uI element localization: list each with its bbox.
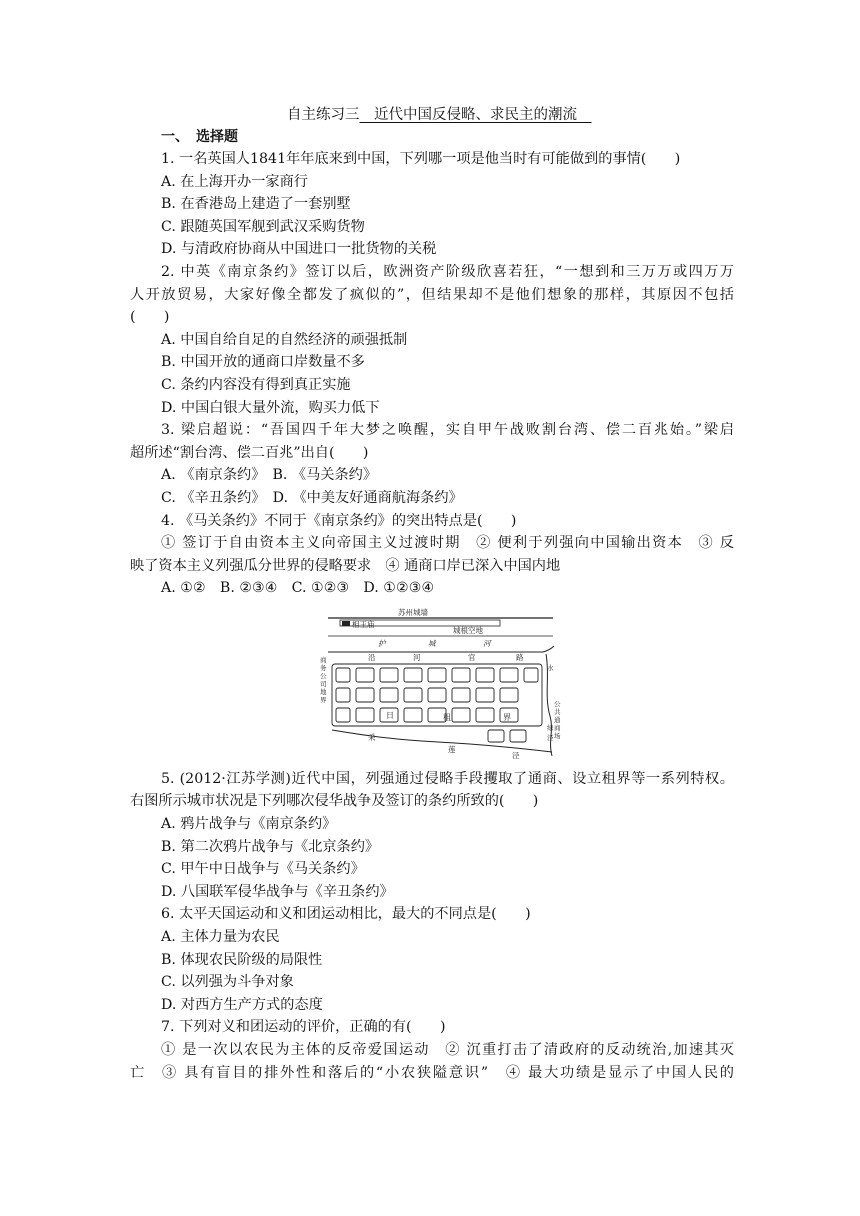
- question-6: [130, 903, 734, 1016]
- map-label-jing: 泾: [512, 750, 520, 760]
- map-label-concession: 日: [386, 710, 394, 720]
- svg-text:绿: 绿: [547, 723, 554, 732]
- option-b: B. 第二次鸦片战争与《北京条约》: [161, 838, 380, 855]
- question-stem-line: 1. 一名英国人1841年年底来到中国，下列哪一项是他当时有可能做到的事情( ): [161, 151, 681, 167]
- option-a: A. 在上海开办一家商行: [161, 173, 308, 190]
- map-label-concession: 界: [503, 712, 511, 722]
- map-label-road: 河: [413, 652, 421, 662]
- map-label-cai: 采: [368, 732, 376, 742]
- question-1: [130, 148, 734, 261]
- map-label-city-foot: 城根空地: [453, 625, 483, 635]
- question-3: [130, 419, 734, 509]
- svg-text:共: 共: [554, 707, 561, 716]
- section-heading: 一、 选择题: [161, 129, 238, 145]
- question-stem-line: ① 签订于自由资本主义向帝国主义过渡时期 ② 便利于列强向中国输出资本 ③ 反: [161, 535, 734, 552]
- map-label-moat: 城: [428, 638, 436, 648]
- page-title: [130, 104, 734, 126]
- svg-text:场: 场: [554, 731, 561, 740]
- option-d: D. 与清政府协商从中国进口一批货物的关税: [161, 241, 437, 258]
- map-label-temple: 相王庙: [352, 619, 375, 629]
- option-d: D. 中国白银大量外流，购买力低下: [161, 399, 380, 416]
- option-c: C. 条约内容没有得到真正实施: [161, 376, 351, 393]
- option-d: D. 对西方生产方式的态度: [161, 996, 323, 1013]
- question-stem-line: 3. 梁启超说：“吾国四千年大梦之唤醒，实自甲午战败割台湾、偿二百兆始。”梁启: [161, 422, 734, 439]
- question-stem-line: 映了资本主义列强瓜分世界的侵略要求 ④ 通商口岸已深入中国内地: [130, 557, 561, 574]
- question-2: [130, 261, 734, 419]
- question-stem-line: 人开放贸易，大家好像全都发了疯似的”，但结果却不是他们想象的那样，其原因不包括: [130, 286, 734, 303]
- svg-text:商: 商: [554, 723, 561, 732]
- question-7: [130, 1016, 734, 1084]
- option-b: B. 中国开放的通商口岸数量不多: [161, 354, 365, 371]
- svg-text:公: 公: [554, 699, 561, 708]
- question-stem-line: ① 是一次以农民为主体的反帝爱国运动 ② 沉重打击了清政府的反动统治,加速其灭: [161, 1042, 734, 1058]
- option-row: A. ①② B. ②③④ C. ①②③ D. ①②③④: [161, 580, 435, 597]
- svg-text:务: 务: [320, 663, 327, 672]
- question-stem-line: 2. 中英《南京条约》签订以后，欧洲资产阶级欣喜若狂，“一想到和三万万或四万万: [161, 263, 734, 280]
- map-label-road: 路: [516, 652, 524, 662]
- question-stem-line: 右图所示城市状况是下列哪次侵华战争及签订的条约所致的( ): [130, 793, 539, 810]
- question-stem-line: 超所述“割台湾、偿二百兆”出自( ): [130, 444, 369, 461]
- map-figure: [130, 606, 734, 764]
- question-5: [130, 768, 734, 904]
- option-d: D. 八国联军侵华战争与《辛丑条约》: [161, 883, 394, 900]
- question-stem-line: 4. 《马关条约》不同于《南京条约》的突出特点是( ): [161, 512, 517, 529]
- svg-text:通: 通: [554, 715, 561, 724]
- worksheet-page: [130, 104, 734, 1084]
- option-row-ab: A. 《南京条约》 B. 《马关条约》: [161, 467, 378, 484]
- svg-text:司: 司: [320, 679, 327, 688]
- question-stem-line: ( ): [130, 309, 170, 326]
- map-label-moat: 河: [483, 638, 491, 648]
- svg-text:地: 地: [320, 687, 327, 696]
- svg-text:公: 公: [320, 671, 327, 680]
- map-label-moat: 护: [378, 638, 386, 648]
- question-4: [130, 510, 734, 600]
- option-c: C. 甲午中日战争与《马关条约》: [161, 861, 365, 878]
- question-stem-line: 5. (2012·江苏学测)近代中国，列强通过侵略手段攫取了通商、设立租界等一系列特权。: [161, 770, 734, 787]
- map-label-right-market: [554, 700, 561, 740]
- svg-text:界: 界: [320, 695, 327, 704]
- option-c: C. 以列强为斗争对象: [161, 974, 294, 991]
- map-street-grid: [332, 664, 542, 742]
- question-stem-line: 亡 ③ 具有盲目的排外性和落后的“小农狭隘意识” ④ 最大功绩是显示了中国人民的: [130, 1064, 734, 1081]
- map-label-road: 官: [468, 652, 476, 662]
- svg-text:水: 水: [547, 663, 554, 672]
- option-a: A. 中国自给自足的自然经济的顽强抵制: [161, 331, 408, 348]
- option-c: C. 跟随英国军舰到武汉采购货物: [161, 218, 365, 235]
- title-prefix: 自主练习三: [287, 107, 360, 123]
- question-stem-line: 6. 太平天国运动和义和团运动相比，最大的不同点是( ): [161, 906, 531, 923]
- question-stem-line: 7. 下列对义和团运动的评价，正确的有( ): [161, 1019, 446, 1036]
- option-b: B. 体现农民阶级的局限性: [161, 951, 323, 968]
- map-label-lian: 莲: [448, 744, 456, 754]
- svg-text:泾: 泾: [547, 733, 554, 742]
- option-row-cd: C. 《辛丑条约》 D. 《中美友好通商航海条约》: [161, 489, 463, 506]
- option-b: B. 在香港岛上建造了一套别墅: [161, 196, 351, 213]
- map-label-left-company: [320, 655, 327, 704]
- concession-map: [318, 606, 563, 762]
- option-a: A. 鸦片战争与《南京条约》: [161, 816, 337, 833]
- map-label-city-wall: 苏州城墙: [398, 607, 428, 617]
- title-topic: 近代中国反侵略、求民主的潮流: [374, 107, 577, 123]
- svg-text:商: 商: [320, 655, 327, 664]
- map-label-concession: 租: [443, 712, 451, 722]
- option-a: A. 主体力量为农民: [161, 929, 280, 946]
- map-label-road: 沿: [368, 652, 376, 662]
